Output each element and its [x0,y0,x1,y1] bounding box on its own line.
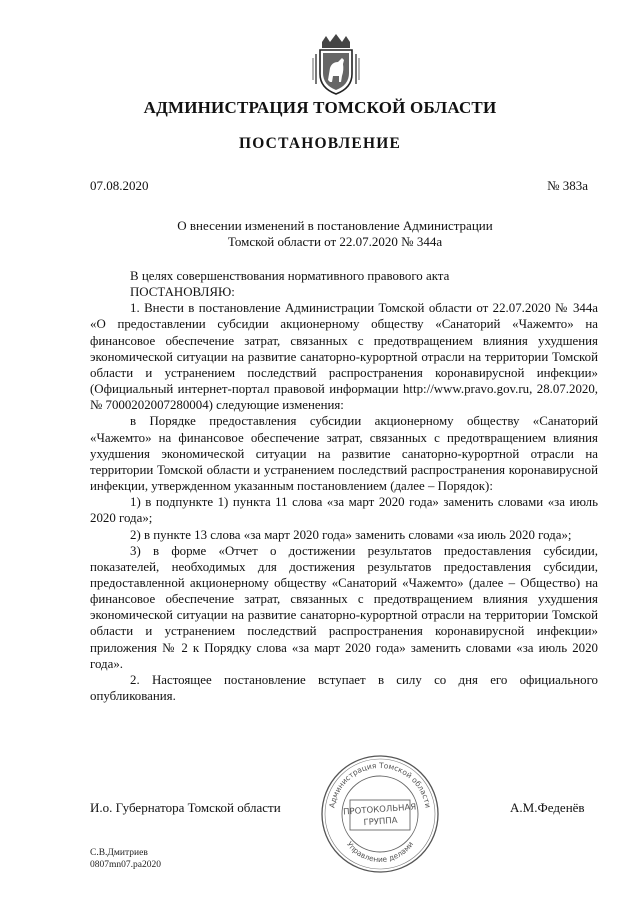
paragraph-item-1: 1. Внести в постановление Администрации Томской области от 22.07.2020 № 344а «О предоставлении субсидии акционерному обществу «Санаторий «Чажемто» на финансовое обеспечение затрат, связанных с предотвращением влияния ухудшения экономической ситуации на развитие санаторно-курортной отрасли на территории Томской области и устранением последствий распространения коронавирусной инфекции» (Официальный интернет-портал правовой информации http://www.pravo.gov.ru, 28.07.2020, № 7000202007280004) следующие изменения: [90,301,598,413]
document-type-title: ПОСТАНОВЛЕНИЕ [238,135,402,152]
stamp-center-line-1: ПРОТОКОЛЬНАЯ [342,802,417,818]
document-code: 0807mn07.pa2020 [90,860,161,870]
document-body [90,268,598,704]
stamp-outer-text: Администрация Томской области [327,760,433,809]
document-number: № 383а [547,178,588,193]
tomsk-coat-of-arms-icon [308,34,364,98]
paragraph-subitem-1: 1) в подпункте 1) пункта 11 слова «за март 2020 года» заменить словами «за июль 2020 года»; [90,495,598,526]
executor-info [90,847,161,871]
subject-line-2: Томской области от 22.07.2020 № 344а [227,234,443,249]
paragraph-resolve: ПОСТАНОВЛЯЮ: [130,285,235,300]
signatory-name: А.М.Феденёв [510,800,585,815]
executor-name: С.В.Дмитриев [90,848,148,858]
paragraph-subitem-3: 3) в форме «Отчет о достижении результатов предоставления субсидии, показателей, необходимых для достижения результатов предоставления субсидии, предоставленной акционерному обществу «Санаторий «Чажемто» (далее – Общество) на финансовое обеспечение затрат, связанных с предотвращением влияния ухудшения экономической ситуации на развитие санаторно-курортной отрасли на территории Томской области и устранением последствий распространения коронавирусной инфекции» приложения № 2 к Порядку слова «за март 2020 года» заменить словами «за июль 2020 года». [90,543,598,671]
paragraph-subitem-2: 2) в пункте 13 слова «за март 2020 года» заменить словами «за июль 2020 года»; [130,527,572,542]
official-stamp [318,752,442,876]
stamp-center-line-2: ГРУППА [363,815,398,829]
paragraph-item-2: 2. Настоящее постановление вступает в силу со дня его официального опубликования. [90,672,598,704]
paragraph-procedure: в Порядке предоставления субсидии акционерному обществу «Санаторий «Чажемто» на финансовое обеспечение затрат, связанных с предотвращением влияния ухудшения экономической ситуации на развитие санаторно-курортной отрасли на территории Томской области и устранением последствий распространения коронавирусной инфекции, утвержденном указанным постановлением (далее – Порядок): [90,414,598,494]
document-subject [0,218,640,250]
document-date: 07.08.2020 [90,178,149,193]
organization-title: АДМИНИСТРАЦИЯ ТОМСКОЙ ОБЛАСТИ [143,98,497,117]
paragraph-preamble: В целях совершенствования нормативного правового акта [130,269,450,283]
stamp-bottom-text: Управление делами [344,839,416,865]
svg-text:Администрация Томской области [327,761,432,809]
signatory-position: И.о. Губернатора Томской области [90,800,281,815]
subject-line-1: О внесении изменений в постановление Администрации [177,218,493,233]
